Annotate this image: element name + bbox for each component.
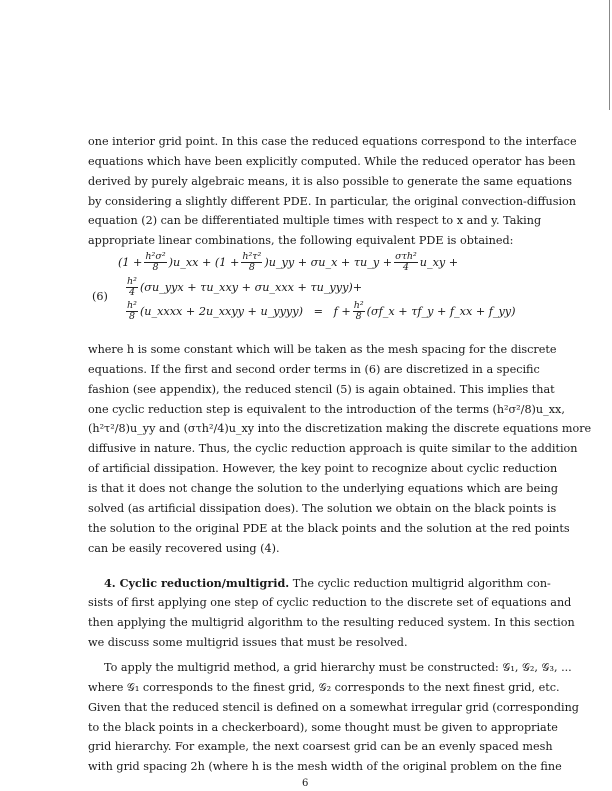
equation-term: (1 + xyxy=(118,256,143,269)
text-line: one interior grid point. In this case the reduced equations correspond to the interface xyxy=(88,135,577,148)
text-line: sists of first applying one step of cyclic reduction to the discrete set of equations and xyxy=(88,595,572,609)
scan-edge xyxy=(609,0,610,110)
fraction xyxy=(126,301,138,322)
text-line: is that it does not change the solution to the underlying equations which are being xyxy=(88,481,559,495)
text-line: fashion (see appendix), the reduced stencil (5) is again obtained. This implies that xyxy=(88,382,555,396)
section-first-line xyxy=(104,576,551,591)
text-line: to the black points in a checkerboard), some thought must be given to appropriate xyxy=(88,720,558,734)
numerator: h² xyxy=(353,300,364,311)
text-line: equations which have been explicitly computed. While the reduced operator has been xyxy=(88,154,576,168)
text-line: one cyclic reduction step is equivalent to the introduction of the terms (h²σ²/8)u_xx, xyxy=(88,402,565,416)
equation-term: (σf_x + τf_y + f_xx + f_yy) xyxy=(366,305,516,318)
fraction xyxy=(126,277,138,298)
text-line: derived by purely algebraic means, it is also possible to generate the same equations xyxy=(88,174,572,188)
numerator: h² xyxy=(127,300,137,311)
numerator: h²τ² xyxy=(242,251,262,262)
text-line: can be easily recovered using (4). xyxy=(88,541,280,555)
text-line: where 𝒢₁ corresponds to the finest grid, 𝒢₂ corresponds to the next finest grid, etc. xyxy=(88,680,560,694)
equation-term: )u_xx + (1 + xyxy=(168,256,240,269)
equation-term: )u_yy + σu_x + τu_y + xyxy=(264,256,393,269)
equation-term: u_xy + xyxy=(419,256,459,269)
text-line: Given that the reduced stencil is defined on a somewhat irregular grid (corresponding xyxy=(88,700,579,714)
numerator: στh² xyxy=(395,251,417,262)
text-line: (h²τ²/8)u_yy and (στh²/4)u_xy into the discretization making the discrete equations more xyxy=(88,422,592,436)
fraction xyxy=(241,252,262,273)
text-line: grid hierarchy. For example, the next coarsest grid can be an evenly spaced mesh xyxy=(88,740,553,754)
text-line: solved (as artificial dissipation does). The solution we obtain on the black points is xyxy=(88,501,557,515)
text-line: of artificial dissipation. However, the key point to recognize about cyclic reduction xyxy=(88,462,558,476)
equation-line xyxy=(125,277,362,298)
fraction xyxy=(144,252,166,273)
text-line: diffusive in nature. Thus, the cyclic reduction approach is quite similar to the addition xyxy=(88,442,578,456)
denominator: 8 xyxy=(152,262,159,273)
text-line: equation (2) can be differentiated multiple times with respect to x and y. Taking xyxy=(88,214,542,228)
numerator: h²σ² xyxy=(145,251,166,262)
equation-term: (u_xxxx + 2u_xxyy + u_yyyy) = f + xyxy=(139,305,351,318)
section-text: The cyclic reduction multigrid algorithm con- xyxy=(292,577,551,590)
text-line: the solution to the original PDE at the black points and the solution at the red points xyxy=(88,521,570,535)
numerator: h² xyxy=(127,276,137,287)
page-number: 6 xyxy=(302,778,309,789)
text-line: where h is some constant which will be taken as the mesh spacing for the discrete xyxy=(88,343,557,356)
text-line: we discuss some multigrid issues that must be resolved. xyxy=(88,635,408,649)
section-heading: 4. Cyclic reduction/multigrid. xyxy=(104,576,290,590)
text-line: equations. If the first and second order terms in (6) are discretized in a specific xyxy=(88,362,540,376)
text-line: appropriate linear combinations, the following equivalent PDE is obtained: xyxy=(88,234,514,248)
text-line: To apply the multigrid method, a grid hierarchy must be constructed: 𝒢₁, 𝒢₂, 𝒢₃, ... xyxy=(104,661,572,674)
denominator: 8 xyxy=(128,311,135,322)
text-line: with grid spacing 2h (where h is the mesh width of the original problem on the fine xyxy=(88,760,562,774)
text-line: by considering a slightly different PDE. In particular, the original convection-diffusion xyxy=(88,194,576,208)
denominator: 8 xyxy=(355,311,362,322)
denominator: 8 xyxy=(248,262,255,273)
text-line: then applying the multigrid algorithm to the resulting reduced system. In this section xyxy=(88,615,575,629)
fraction xyxy=(394,252,418,273)
denominator: 4 xyxy=(128,287,135,298)
equation-term: (σu_yyx + τu_xxy + σu_xxx + τu_yyy)+ xyxy=(139,281,363,294)
equation-line xyxy=(118,252,458,273)
fraction xyxy=(353,301,365,322)
denominator: 4 xyxy=(402,262,409,273)
equation-label: (6) xyxy=(92,290,108,303)
equation-line xyxy=(125,301,516,322)
